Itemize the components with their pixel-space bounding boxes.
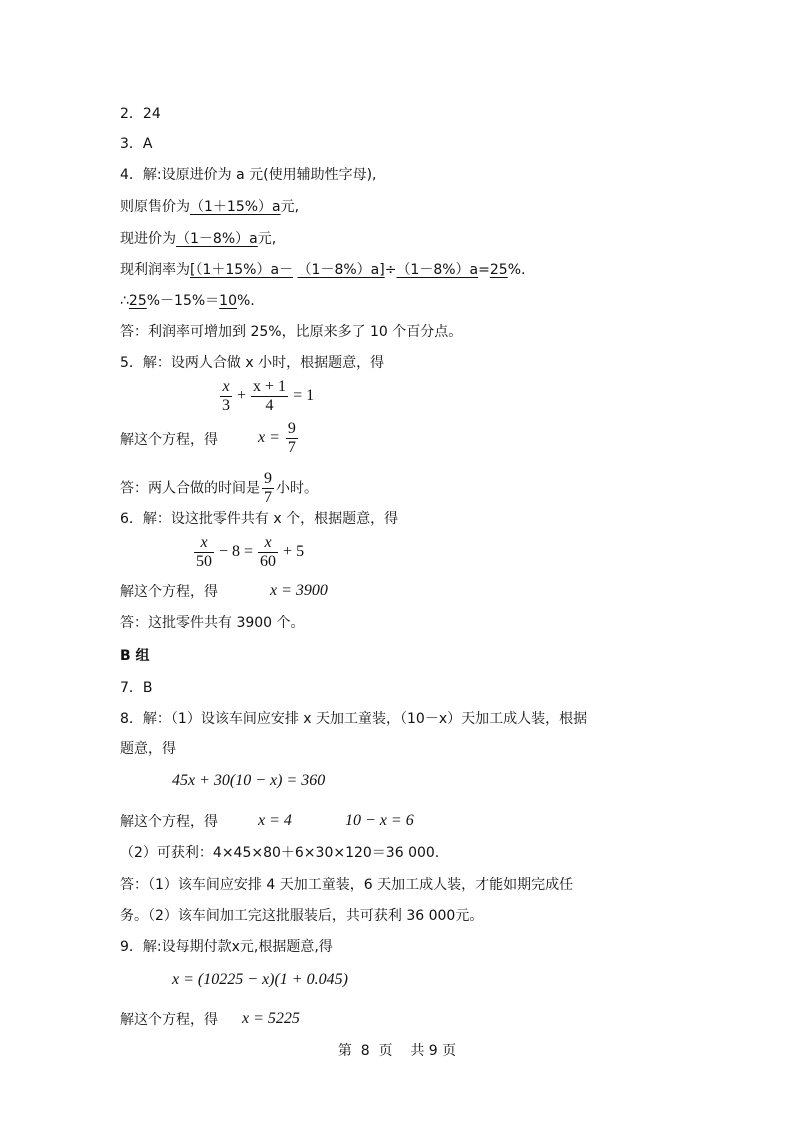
text: = [478, 262, 490, 278]
lhs: x = [258, 429, 280, 447]
solve-9-label: 解这个方程，得 [120, 1012, 218, 1028]
underlined-expr: 10 [219, 293, 237, 309]
line-8: 8．解：（1）设该车间应安排 x 天加工童装，（10－x）天加工成人装，根据 [120, 711, 588, 727]
solution-5 [258, 420, 300, 457]
page-footer: 第 8 页 共 9 页 [337, 1043, 457, 1059]
solve-6-label: 解这个方程，得 [120, 584, 218, 600]
equation-9: x = (10225 − x)(1 + 0.045) [172, 971, 348, 988]
underlined-expr: （1－8%）a [176, 231, 258, 247]
text: 答：两人合做的时间是 [120, 480, 260, 497]
section-b-heading: B 组 [120, 648, 150, 664]
underlined-expr: 25 [128, 293, 147, 309]
line-7: 7．B [120, 680, 153, 696]
text: %－15%＝ [146, 293, 220, 309]
fraction [262, 470, 274, 507]
profit-line: （2）可获利：4×45×80＋6×30×120＝36 000. [120, 845, 440, 861]
numerator: 9 [264, 470, 272, 487]
text: ∴ [120, 293, 129, 309]
line-2: 2．24 [120, 106, 161, 122]
denominator: 7 [287, 439, 296, 456]
numerator: x + 1 [253, 378, 287, 395]
numerator: x [258, 534, 278, 553]
operator: − 8 = [219, 543, 254, 561]
text: %. [237, 293, 255, 309]
answer-4: 答：利润率可增加到 25%，比原来多了 10 个百分点。 [120, 324, 463, 340]
line-6: 6．解：设这批零件共有 x 个，根据题意，得 [120, 511, 399, 527]
line-4: 4．解:设原进价为 a 元(使用辅助性字母), [120, 167, 377, 183]
fraction [220, 378, 232, 415]
denominator: 60 [260, 553, 277, 570]
text: 则原售价为 [120, 199, 190, 215]
text: 现进价为 [120, 231, 176, 247]
underlined-expr: 25 [489, 262, 508, 278]
numerator: x [194, 534, 214, 553]
solve-8-label: 解这个方程，得 [120, 814, 218, 830]
line-profit-rate [120, 260, 525, 280]
line-therefore [120, 291, 255, 311]
text: 现利润率为 [120, 262, 190, 278]
denominator: 50 [196, 553, 212, 570]
operator: + 5 [283, 543, 305, 561]
fraction [258, 534, 278, 571]
text: %. [507, 262, 526, 278]
numerator: x [220, 378, 232, 397]
line-current-cost [120, 229, 276, 249]
solution-8a: x = 4 [258, 812, 292, 829]
underlined-expr: （1－8%）a] [297, 262, 385, 278]
fraction [286, 420, 298, 457]
answer-5 [120, 470, 318, 507]
equation-5 [218, 378, 317, 415]
solution-6: x = 3900 [270, 582, 328, 599]
numerator: 9 [287, 420, 296, 437]
solve-5-label: 解这个方程，得 [120, 432, 218, 448]
denominator: 7 [264, 489, 272, 506]
line-5: 5．解：设两人合做 x 小时，根据题意，得 [120, 355, 385, 371]
operator: + [237, 387, 247, 405]
underlined-expr: （1＋15%）a [190, 199, 281, 215]
text: 小时。 [276, 480, 318, 497]
text: 元, [280, 199, 300, 215]
equation-6 [192, 534, 307, 571]
operator: = 1 [293, 387, 315, 405]
fraction [251, 378, 288, 415]
line-original-price [120, 197, 299, 217]
text: 元, [257, 231, 277, 247]
line-3: 3．A [120, 136, 153, 152]
answer-8: 答：（1）该车间应安排 4 天加工童装，6 天加工成人装，才能如期完成任 [120, 877, 574, 893]
fraction [194, 534, 214, 571]
denominator: 4 [265, 397, 274, 414]
denominator: 3 [222, 397, 230, 414]
underlined-expr: [（1＋15%）a－ [190, 262, 294, 278]
underlined-expr: （1－8%）a [396, 262, 479, 278]
answer-8-cont: 务。（2）该车间加工完这批服装后，共可获利 36 000元。 [120, 908, 484, 924]
solution-9: x = 5225 [242, 1010, 300, 1027]
line-9: 9．解:设每期付款x元,根据题意,得 [120, 939, 333, 955]
answer-6: 答：这批零件共有 3900 个。 [120, 615, 305, 631]
line-8-cont: 题意，得 [120, 741, 176, 757]
equation-8: 45x + 30(10 − x) = 360 [172, 772, 326, 789]
text: ÷ [384, 262, 397, 278]
solution-8b: 10 − x = 6 [345, 812, 414, 829]
